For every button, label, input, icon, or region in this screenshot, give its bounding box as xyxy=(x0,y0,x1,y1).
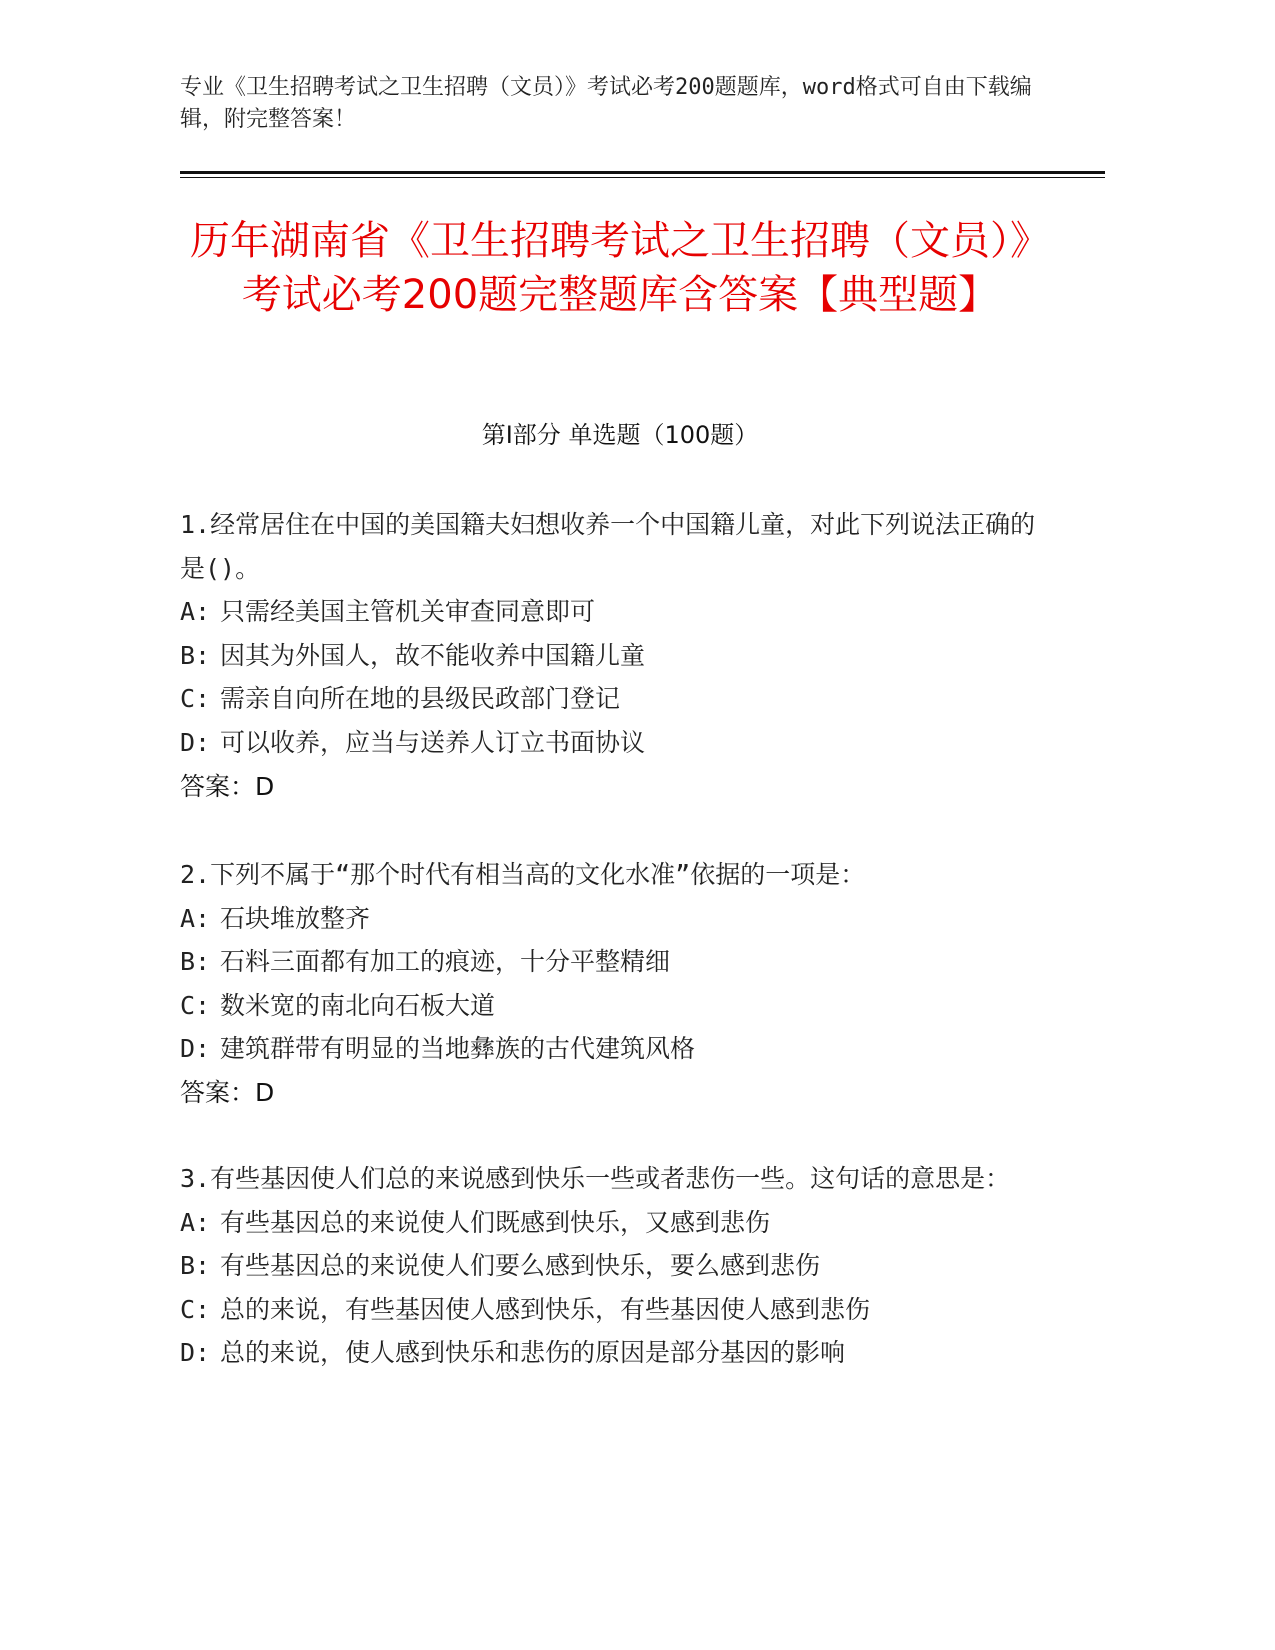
option-c xyxy=(180,1288,1060,1332)
option-text: 需亲自向所在地的县级民政部门登记 xyxy=(220,684,621,714)
answer-line: 答案：D xyxy=(180,1077,275,1107)
option-a xyxy=(180,897,1060,941)
option-letter: A: xyxy=(180,1207,211,1237)
option-letter: A: xyxy=(180,597,211,627)
question-3 xyxy=(180,1157,1060,1375)
option-text: 只需经美国主管机关审查同意即可 xyxy=(220,597,596,627)
option-text: 可以收养，应当与送养人订立书面协议 xyxy=(220,727,646,757)
option-b xyxy=(180,1244,1060,1288)
option-letter: B: xyxy=(180,947,211,977)
option-d xyxy=(180,1331,1060,1375)
option-a xyxy=(180,590,1060,634)
option-text: 有些基因总的来说使人们既感到快乐，又感到悲伤 xyxy=(220,1207,771,1237)
option-b xyxy=(180,940,1060,984)
option-text: 总的来说，使人感到快乐和悲伤的原因是部分基因的影响 xyxy=(220,1338,846,1368)
option-text: 石块堆放整齐 xyxy=(220,903,371,933)
question-stem: 2.下列不属于“那个时代有相当高的文化水准”依据的一项是： xyxy=(180,860,866,889)
option-b xyxy=(180,634,1060,678)
document-title: 历年湖南省《卫生招聘考试之卫生招聘（文员）》考试必考200题完整题库含答案【典型题】 xyxy=(190,218,1050,318)
question-1 xyxy=(180,503,1060,808)
option-d xyxy=(180,1027,1060,1071)
option-text: 石料三面都有加工的痕迹，十分平整精细 xyxy=(220,947,671,977)
option-c xyxy=(180,984,1060,1028)
header-rule-thin xyxy=(180,177,1105,178)
option-text: 有些基因总的来说使人们要么感到快乐，要么感到悲伤 xyxy=(220,1251,821,1281)
option-letter: B: xyxy=(180,1251,211,1281)
option-letter: C: xyxy=(180,990,211,1020)
section-heading: 第I部分 单选题（100题） xyxy=(481,421,759,449)
option-letter: D: xyxy=(180,727,211,757)
option-d xyxy=(180,721,1060,765)
option-letter: C: xyxy=(180,684,211,714)
question-stem: 1.经常居住在中国的美国籍夫妇想收养一个中国籍儿童，对此下列说法正确的是()。 xyxy=(180,510,1036,583)
option-a xyxy=(180,1201,1060,1245)
option-letter: D: xyxy=(180,1338,211,1368)
option-text: 数米宽的南北向石板大道 xyxy=(220,990,496,1020)
answer-line: 答案：D xyxy=(180,771,275,801)
header-note: 专业《卫生招聘考试之卫生招聘（文员）》考试必考200题题库，word格式可自由下载编辑，附完整答案！ xyxy=(180,75,1032,132)
option-letter: B: xyxy=(180,640,211,670)
question-2 xyxy=(180,853,1060,1115)
option-text: 总的来说，有些基因使人感到快乐，有些基因使人感到悲伤 xyxy=(220,1294,871,1324)
option-letter: D: xyxy=(180,1034,211,1064)
option-letter: A: xyxy=(180,903,211,933)
option-text: 建筑群带有明显的当地彝族的古代建筑风格 xyxy=(220,1034,696,1064)
option-letter: C: xyxy=(180,1294,211,1324)
option-c xyxy=(180,677,1060,721)
header-rule-thick xyxy=(180,171,1105,174)
question-stem: 3.有些基因使人们总的来说感到快乐一些或者悲伤一些。这句话的意思是： xyxy=(180,1164,1011,1193)
option-text: 因其为外国人，故不能收养中国籍儿童 xyxy=(220,640,646,670)
